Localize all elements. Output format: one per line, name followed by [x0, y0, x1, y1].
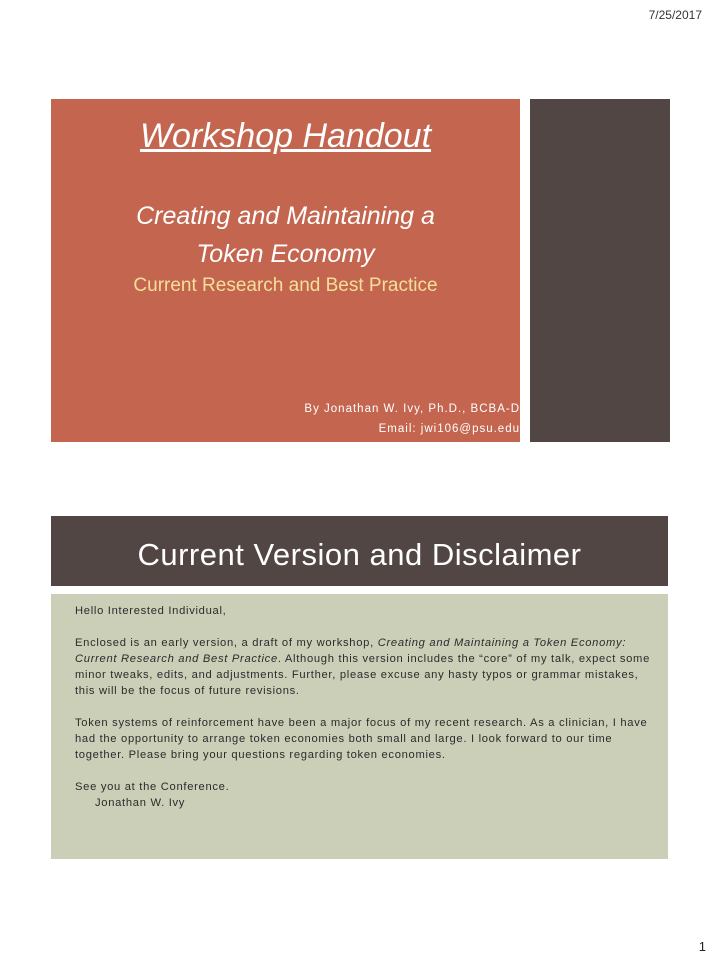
workshop-title-line-1: Creating and Maintaining a: [136, 202, 435, 230]
workshop-title-italic: Creating and Maintaining a Token Economy: Current Research and Best Practice: [75, 637, 627, 665]
paragraph-1-text-b: . Although this version includes the “core” of my talk, expect some minor tweaks, edits, and adjustments. Further, please excuse any hasty typos or grammar mistakes, this will be the focus of future revisions.: [75, 653, 651, 697]
author-line: By Jonathan W. Ivy, Ph.D., BCBA-D: [304, 403, 520, 415]
slide-2-header: [51, 516, 668, 586]
paragraph-1-text-a: Enclosed is an early version, a draft of my workshop,: [75, 637, 378, 649]
slide-1: [51, 99, 670, 442]
author-email: Email: jwi106@psu.edu: [378, 423, 520, 435]
workshop-title: [51, 197, 520, 273]
print-date: 7/25/2017: [648, 8, 702, 22]
greeting: Hello Interested Individual,: [75, 605, 227, 617]
slide-2-title: Current Version and Disclaimer: [137, 537, 582, 572]
title-panel: [51, 99, 520, 442]
workshop-title-line-2: Token Economy: [196, 240, 375, 268]
signature: Jonathan W. Ivy: [95, 797, 186, 809]
page-number: 1: [698, 939, 706, 954]
workshop-subtitle: Current Research and Best Practice: [133, 275, 438, 296]
handout-title: Workshop Handout: [139, 117, 432, 155]
closing: See you at the Conference.: [75, 781, 230, 793]
paragraph-1: [75, 635, 652, 699]
paragraph-2: Token systems of reinforcement have been a major focus of my recent research. As a clinician, I have had the opportunity to arrange token economies both small and large. I look forward to our time together. Please bring your questions regarding token economies.: [75, 717, 648, 761]
side-panel: [530, 99, 670, 442]
slide-2-body: [51, 594, 668, 859]
